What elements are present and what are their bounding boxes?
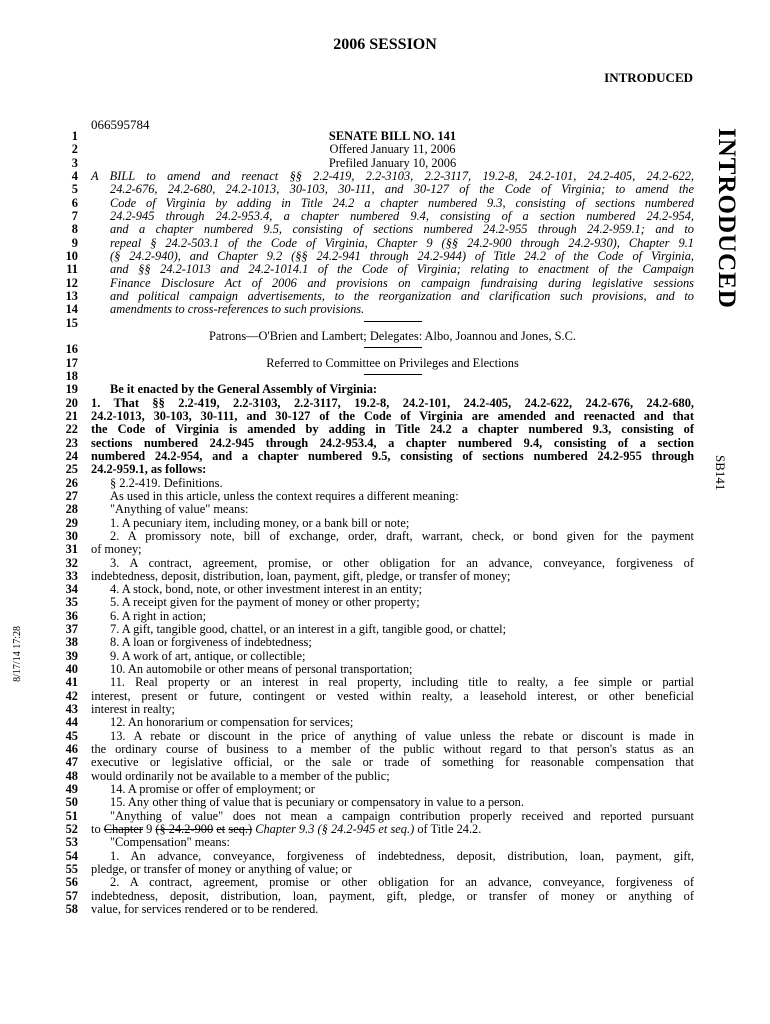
- bill-line: [0, 623, 770, 636]
- bill-line: [0, 330, 770, 343]
- line-number: 6: [71, 195, 78, 210]
- bill-line: [0, 636, 770, 649]
- line-text: Prefiled January 10, 2006: [328, 155, 457, 170]
- bill-line: [0, 596, 770, 609]
- line-text: Finance Disclosure Act of 2006 and provisions on campaign fundraising during legislative sessions: [110, 275, 694, 290]
- line-number: 3: [71, 155, 78, 170]
- status-label: INTRODUCED: [604, 70, 693, 85]
- line-number: 39: [65, 648, 78, 663]
- line-number: 13: [65, 288, 78, 303]
- line-number: 27: [65, 488, 78, 503]
- line-number: 12: [65, 275, 78, 290]
- struck-text: et: [216, 822, 226, 837]
- line-text: [91, 823, 694, 836]
- line-number: 8: [71, 222, 78, 237]
- line-text: "Compensation" means:: [110, 835, 230, 850]
- line-number: 50: [65, 795, 78, 810]
- bill-line: [0, 610, 770, 623]
- line-text: indebtedness, deposit, distribution, loan, payment, gift, pledge, or transfer of money;: [91, 568, 511, 583]
- line-number: 56: [65, 875, 78, 890]
- line-text: 8. A loan or forgiveness of indebtedness;: [110, 635, 312, 650]
- line-number: 40: [65, 662, 78, 677]
- line-text: 1. That §§ 2.2-419, 2.2-3103, 2.2-3117, 19.2-8, 24.2-101, 24.2-405, 24.2-622, 24.2-676, 24.2-680,: [91, 395, 694, 410]
- bill-line: [0, 490, 770, 503]
- line-text-part: of Title 24.2.: [414, 822, 482, 837]
- bill-line: [0, 850, 770, 863]
- bill-line: [0, 223, 770, 236]
- line-number: 46: [65, 742, 78, 757]
- line-text: 11. Real property or an interest in real property, including title to realty, a fee simple or partial: [110, 675, 694, 690]
- line-number: 7: [71, 208, 78, 223]
- line-text: (§ 24.2-940), and Chapter 9.2 (§§ 24.2-941 through 24.2-944) of Title 24.2 of the Code of Virginia,: [110, 248, 694, 263]
- bill-line: [0, 676, 770, 689]
- bill-line: [0, 730, 770, 743]
- bill-line: [0, 317, 770, 330]
- bill-line: [0, 450, 770, 463]
- line-number: 52: [65, 822, 78, 837]
- line-number: 16: [65, 342, 78, 357]
- line-number: 38: [65, 635, 78, 650]
- line-number: 30: [65, 528, 78, 543]
- line-number: 45: [65, 728, 78, 743]
- bill-line: [0, 823, 770, 836]
- line-text-part: to: [91, 822, 104, 837]
- bill-line: [0, 650, 770, 663]
- line-number: 57: [65, 888, 78, 903]
- struck-text: seq.): [228, 822, 253, 837]
- bill-line: [0, 890, 770, 903]
- separator-rule: [91, 343, 694, 348]
- line-number: 18: [65, 368, 78, 383]
- line-number: 23: [65, 435, 78, 450]
- line-text: of money;: [91, 542, 142, 557]
- line-number: 48: [65, 768, 78, 783]
- bill-line: [0, 383, 770, 396]
- line-number: 1: [71, 129, 78, 143]
- line-number: 55: [65, 862, 78, 877]
- line-text: 24.2-945 through 24.2-953.4, a chapter numbered 9.4, consisting of a section numbered 24.2-954,: [110, 208, 694, 223]
- bill-line: [0, 157, 770, 170]
- line-text: Code of Virginia by adding in Title 24.2 a chapter numbered 9.3, consisting of sections numbered: [110, 195, 694, 210]
- line-text: pledge, or transfer of money or anything of value; or: [91, 862, 352, 877]
- line-text: A BILL to amend and reenact §§ 2.2-419, 2.2-3103, 2.2-3117, 19.2-8, 24.2-101, 24.2-405, 24.2-622,: [91, 168, 694, 183]
- line-text: As used in this article, unless the context requires a different meaning:: [110, 488, 459, 503]
- line-number: 4: [71, 168, 78, 183]
- line-number: 35: [65, 595, 78, 610]
- bill-line: [0, 410, 770, 423]
- bill-line: [0, 463, 770, 476]
- bill-line: [0, 530, 770, 543]
- bill-line: [0, 770, 770, 783]
- line-text: and a chapter numbered 9.5, consisting of sections numbered 24.2-955 through 24.2-959.1; and to: [110, 222, 694, 237]
- line-text: "Anything of value" does not mean a campaign contribution properly received and reported pursuant: [110, 808, 694, 823]
- line-number: 58: [65, 902, 78, 917]
- bill-line: [0, 303, 770, 316]
- bill-line: [0, 557, 770, 570]
- session-heading: 2006 SESSION: [333, 36, 437, 53]
- bill-id-margin: SB141: [713, 455, 728, 491]
- bill-line: [0, 743, 770, 756]
- line-text: 2. A contract, agreement, promise or other obligation for an advance, conveyance, forgiveness of: [110, 875, 694, 890]
- bill-line: [0, 503, 770, 516]
- line-text: 3. A contract, agreement, promise, or other obligation for an advance, conveyance, forgiveness of: [110, 555, 694, 570]
- bill-line: [0, 250, 770, 263]
- bill-line: [0, 716, 770, 729]
- line-number: 31: [65, 542, 78, 557]
- line-text: and political campaign advertisements, to the reorganization and clarification such provisions, and to: [110, 288, 694, 303]
- line-number: 5: [71, 182, 78, 197]
- separator-rule: [91, 317, 694, 322]
- line-number: 44: [65, 715, 78, 730]
- line-text: the Code of Virginia is amended by adding in Title 24.2 a chapter numbered 9.3, consisting of: [91, 422, 694, 437]
- bill-line: [0, 170, 770, 183]
- line-text: indebtedness, deposit, distribution, loan, payment, gift, pledge, or transfer of money or anything of: [91, 888, 694, 903]
- bill-line: [0, 836, 770, 849]
- line-text-part: 9: [142, 822, 156, 837]
- line-text: value, for services rendered or to be rendered.: [91, 902, 319, 917]
- line-number: 19: [65, 382, 78, 397]
- bill-line: [0, 263, 770, 276]
- bill-line: [0, 357, 770, 370]
- line-text: 7. A gift, tangible good, chattel, or an interest in a gift, tangible good, or chattel;: [110, 622, 507, 637]
- bill-line: [0, 863, 770, 876]
- line-number: 51: [65, 808, 78, 823]
- line-number: 37: [65, 622, 78, 637]
- line-number: 2: [71, 142, 78, 157]
- line-text: Offered January 11, 2006: [329, 142, 456, 157]
- document-number: 066595784: [91, 117, 150, 132]
- bill-line: [0, 277, 770, 290]
- line-number: 41: [65, 675, 78, 690]
- bill-line: [0, 370, 770, 383]
- line-number: 47: [65, 755, 78, 770]
- bill-line: [0, 543, 770, 556]
- line-text: 1. An advance, conveyance, forgiveness of indebtedness, deposit, distribution, loan, payment, gift,: [110, 848, 694, 863]
- line-text: interest in realty;: [91, 702, 175, 717]
- line-text: the ordinary course of business to a member of the public without regard to that person's status as an: [91, 742, 694, 757]
- print-date-margin: 8/17/14 17:28: [12, 626, 23, 682]
- bill-line: [0, 397, 770, 410]
- line-text: 2. A promissory note, bill of exchange, order, draft, warrant, check, or bond given for the payment: [110, 528, 694, 543]
- line-number: 17: [65, 355, 78, 370]
- bill-line: [0, 796, 770, 809]
- line-number: 43: [65, 702, 78, 717]
- line-number: 25: [65, 462, 78, 477]
- line-text: 24.2-959.1, as follows:: [91, 462, 207, 477]
- line-number: 20: [65, 395, 78, 410]
- bill-line: [0, 903, 770, 916]
- bill-line: [0, 477, 770, 490]
- bill-line: [0, 783, 770, 796]
- line-text: executive or legislative official, or the sale or trade of something for reasonable compensation that: [91, 755, 694, 770]
- bill-line: [0, 517, 770, 530]
- line-text: amendments to cross-references to such provisions.: [110, 302, 365, 317]
- bill-line: [0, 756, 770, 769]
- line-text: 15. Any other thing of value that is pecuniary or compensatory in value to a person.: [110, 795, 524, 810]
- bill-line: [0, 810, 770, 823]
- line-number: 24: [65, 448, 78, 463]
- line-number: 36: [65, 608, 78, 623]
- bill-line: [0, 197, 770, 210]
- line-text: interest, present or future, contingent or vested within realty, a leasehold interest, or other beneficial: [91, 688, 694, 703]
- bill-line: [0, 237, 770, 250]
- line-number: 53: [65, 835, 78, 850]
- separator-rule: [91, 370, 694, 375]
- struck-text: Chapter: [103, 822, 143, 837]
- bill-line: [0, 423, 770, 436]
- bill-line: [0, 143, 770, 156]
- line-text: 4. A stock, bond, note, or other investment interest in an entity;: [110, 582, 423, 597]
- bill-line: [0, 663, 770, 676]
- line-text: 9. A work of art, antique, or collectible;: [110, 648, 306, 663]
- line-number: 54: [65, 848, 78, 863]
- line-number: 21: [65, 408, 78, 423]
- line-text: Referred to Committee on Privileges and Elections: [266, 355, 519, 370]
- inserted-text: Chapter 9.3 (§ 24.2-945 et seq.): [252, 822, 415, 837]
- line-number: 10: [65, 248, 78, 263]
- line-number: 32: [65, 555, 78, 570]
- line-text: SENATE BILL NO. 141: [328, 129, 457, 143]
- line-text: 1. A pecuniary item, including money, or a bank bill or note;: [110, 515, 410, 530]
- line-text: would ordinarily not be available to a member of the public;: [91, 768, 390, 783]
- bill-line: [0, 583, 770, 596]
- line-number: 34: [65, 582, 78, 597]
- line-number: 9: [71, 235, 78, 250]
- line-text: 10. An automobile or other means of personal transportation;: [110, 662, 413, 677]
- line-number: 29: [65, 515, 78, 530]
- bill-line: [0, 290, 770, 303]
- line-text: numbered 24.2-954, and a chapter numbered 9.5, consisting of sections numbered 24.2-955 through: [91, 448, 694, 463]
- line-text: 14. A promise or offer of employment; or: [110, 782, 315, 797]
- bill-line: [0, 437, 770, 450]
- line-text: 6. A right in action;: [110, 608, 207, 623]
- bill-body: [0, 130, 770, 916]
- line-text: "Anything of value" means:: [110, 502, 249, 517]
- bill-line: [0, 183, 770, 196]
- vertical-status-stamp: INTRODUCED: [713, 128, 740, 309]
- line-number: 33: [65, 568, 78, 583]
- line-text: 12. An honorarium or compensation for services;: [110, 715, 354, 730]
- line-text: 24.2-676, 24.2-680, 24.2-1013, 30-103, 30-111, and 30-127 of the Code of Virginia; to amend the: [110, 182, 694, 197]
- line-number: 28: [65, 502, 78, 517]
- bill-line: [0, 130, 770, 143]
- line-text: repeal § 24.2-503.1 of the Code of Virginia, Chapter 9 (§§ 24.2-900 through 24.2-930), Chapter 9.1: [110, 235, 694, 250]
- bill-line: [0, 703, 770, 716]
- line-text: Patrons—O'Brien and Lambert; Delegates: Albo, Joannou and Jones, S.C.: [208, 328, 576, 343]
- bill-line: [0, 210, 770, 223]
- line-number: 42: [65, 688, 78, 703]
- line-number: 15: [65, 315, 78, 330]
- line-text: 13. A rebate or discount in the price of anything of value unless the rebate or discount is made in: [110, 728, 694, 743]
- line-number: 11: [66, 262, 78, 277]
- line-text: Be it enacted by the General Assembly of Virginia:: [110, 382, 378, 397]
- line-text: 24.2-1013, 30-103, 30-111, and 30-127 of the Code of Virginia are amended and reenacted and that: [91, 408, 694, 423]
- struck-text: (§ 24.2-900: [155, 822, 214, 837]
- line-text: 5. A receipt given for the payment of money or other property;: [110, 595, 420, 610]
- bill-line: [0, 876, 770, 889]
- line-text: sections numbered 24.2-945 through 24.2-953.4, a chapter numbered 9.4, consisting of a section: [91, 435, 694, 450]
- line-number: 22: [65, 422, 78, 437]
- line-text: § 2.2-419. Definitions.: [110, 475, 223, 490]
- bill-line: [0, 690, 770, 703]
- line-number: 49: [65, 782, 78, 797]
- line-text: and §§ 24.2-1013 and 24.2-1014.1 of the Code of Virginia; relating to enactment of the Campaign: [110, 262, 694, 277]
- bill-line: [0, 343, 770, 356]
- line-number: 26: [65, 475, 78, 490]
- bill-line: [0, 570, 770, 583]
- line-number: 14: [65, 302, 78, 317]
